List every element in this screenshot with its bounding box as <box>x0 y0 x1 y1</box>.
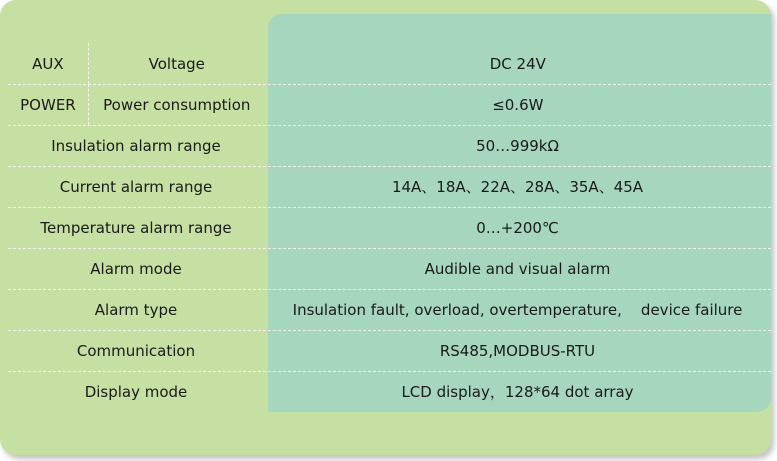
row-label: Alarm mode <box>90 259 182 278</box>
row-value: Audible and visual alarm <box>424 259 611 278</box>
table-row <box>8 125 771 167</box>
row-category: AUX <box>32 54 64 73</box>
row-category: POWER <box>20 95 76 114</box>
row-label: Display mode <box>84 382 188 401</box>
row-value: ≤0.6W <box>492 95 544 114</box>
row-value: 14A、18A、22A、28A、35A、45A <box>391 178 644 196</box>
table-row <box>8 207 771 249</box>
row-label: Communication <box>76 341 196 360</box>
row-value: 50…999kΩ <box>476 136 559 155</box>
row-label: Temperature alarm range <box>40 218 232 237</box>
table-row <box>8 166 771 208</box>
table-row <box>8 289 771 331</box>
row-value: DC 24V <box>489 54 546 73</box>
table-row <box>8 248 771 290</box>
table-row <box>8 330 771 372</box>
row-label: Voltage <box>88 43 265 84</box>
table-row <box>8 43 771 85</box>
table-row <box>8 84 771 126</box>
row-label: Insulation alarm range <box>51 136 221 155</box>
table-row <box>8 371 771 412</box>
row-label: Power consumption <box>88 84 265 125</box>
row-label: Alarm type <box>94 300 178 319</box>
row-value: 0…+200℃ <box>476 218 559 237</box>
row-label: Current alarm range <box>59 177 213 196</box>
row-value: Insulation fault, overload, overtemperature, device failure <box>292 300 743 319</box>
row-value: LCD display，128*64 dot array <box>401 383 634 401</box>
row-value: RS485,MODBUS-RTU <box>439 341 596 360</box>
